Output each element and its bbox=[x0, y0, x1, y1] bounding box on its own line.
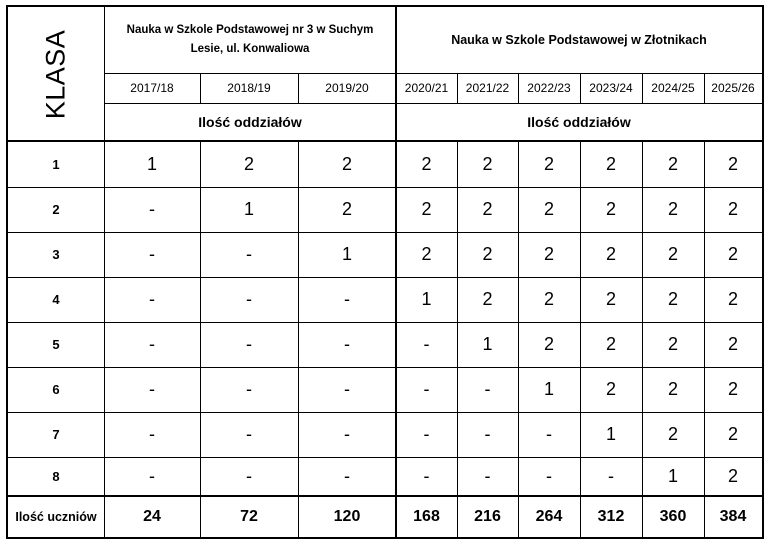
division-count: - bbox=[246, 424, 252, 444]
division-count: - bbox=[149, 244, 155, 264]
division-count: 1 bbox=[243, 199, 254, 219]
division-count: 2 bbox=[543, 244, 554, 264]
grid-line bbox=[104, 103, 762, 104]
division-count: - bbox=[344, 334, 350, 354]
division-count: 2 bbox=[727, 334, 738, 354]
grid-line bbox=[457, 73, 458, 103]
grid-line bbox=[704, 141, 705, 537]
school2-header: Nauka w Szkole Podstawowej w Złotnikach bbox=[451, 33, 707, 47]
division-count: - bbox=[149, 466, 155, 486]
year-header: 2024/25 bbox=[651, 81, 695, 95]
student-total: 216 bbox=[474, 507, 501, 525]
division-count: 2 bbox=[727, 289, 738, 309]
division-count: 2 bbox=[727, 244, 738, 264]
year-header: 2018/19 bbox=[227, 81, 271, 95]
division-count: - bbox=[246, 289, 252, 309]
division-count: 2 bbox=[421, 199, 432, 219]
division-count: 2 bbox=[243, 153, 254, 174]
klasa-header-text: KLASA bbox=[40, 29, 71, 119]
division-count: 2 bbox=[421, 244, 432, 264]
division-count: 2 bbox=[667, 199, 678, 219]
year-header: 2020/21 bbox=[404, 81, 449, 95]
grid-line bbox=[8, 412, 762, 413]
division-count: 2 bbox=[667, 334, 678, 354]
division-count: - bbox=[423, 334, 430, 354]
division-count: 2 bbox=[605, 379, 616, 399]
grid-line bbox=[104, 7, 105, 537]
division-count: 2 bbox=[727, 466, 738, 486]
grid-line bbox=[704, 73, 705, 103]
division-count: - bbox=[546, 424, 552, 444]
grid-line bbox=[298, 73, 299, 103]
grid-line bbox=[642, 141, 643, 537]
year-header: 2019/20 bbox=[325, 81, 369, 95]
division-count: - bbox=[149, 199, 155, 219]
student-total: 384 bbox=[719, 507, 747, 525]
grid-line bbox=[518, 141, 519, 537]
grid-line bbox=[580, 141, 581, 537]
student-total: 120 bbox=[333, 507, 361, 525]
division-count: 2 bbox=[605, 289, 616, 309]
division-count: - bbox=[484, 379, 491, 399]
grid-line bbox=[8, 140, 762, 142]
grid-line bbox=[8, 277, 762, 278]
row-label: 5 bbox=[52, 337, 60, 352]
grid-line bbox=[200, 141, 201, 537]
division-count: - bbox=[246, 466, 252, 486]
division-count: 2 bbox=[667, 289, 678, 309]
grid-line bbox=[457, 141, 458, 537]
student-total: 312 bbox=[597, 507, 625, 525]
division-count: - bbox=[344, 289, 350, 309]
division-count: 2 bbox=[727, 424, 738, 444]
row-label: 4 bbox=[52, 292, 60, 307]
division-count: 1 bbox=[543, 379, 554, 399]
division-count: - bbox=[423, 466, 430, 486]
totals-label: Ilość uczniów bbox=[15, 509, 97, 524]
division-count: - bbox=[149, 289, 155, 309]
sub-header-school2: Ilość oddziałów bbox=[527, 114, 631, 130]
division-count: 2 bbox=[605, 153, 616, 174]
division-count: 2 bbox=[341, 153, 352, 174]
grid-line bbox=[642, 73, 643, 103]
student-total: 264 bbox=[535, 507, 563, 525]
division-count: - bbox=[246, 379, 252, 399]
division-count: - bbox=[246, 334, 252, 354]
division-count: 2 bbox=[482, 153, 493, 174]
year-header: 2017/18 bbox=[130, 81, 174, 95]
grid-line bbox=[200, 73, 201, 103]
row-label: 8 bbox=[52, 469, 60, 484]
division-count: - bbox=[149, 379, 155, 399]
grid-line bbox=[8, 232, 762, 233]
division-count: 2 bbox=[727, 379, 738, 399]
year-header: 2021/22 bbox=[465, 81, 510, 95]
division-count: 2 bbox=[667, 424, 678, 444]
grid-line bbox=[8, 187, 762, 188]
student-total: 72 bbox=[240, 507, 258, 525]
student-total: 168 bbox=[413, 507, 440, 525]
division-count: 2 bbox=[421, 153, 432, 174]
row-label: 7 bbox=[52, 427, 60, 442]
division-count: 1 bbox=[605, 424, 616, 444]
grid-line bbox=[298, 141, 299, 537]
row-label: 3 bbox=[52, 247, 60, 262]
grid-line bbox=[518, 73, 519, 103]
division-count: 1 bbox=[421, 289, 432, 309]
division-count: 1 bbox=[482, 334, 493, 354]
grid-line bbox=[8, 367, 762, 368]
klasa-header bbox=[8, 7, 104, 141]
division-count: 2 bbox=[605, 334, 616, 354]
row-label: 6 bbox=[52, 382, 60, 397]
division-count: 2 bbox=[727, 199, 738, 219]
division-count: 2 bbox=[667, 379, 678, 399]
division-count: - bbox=[423, 379, 430, 399]
division-count: 2 bbox=[543, 153, 554, 174]
division-count: 1 bbox=[341, 244, 352, 264]
division-count: 2 bbox=[341, 199, 352, 219]
grid-line bbox=[395, 7, 397, 537]
school1-header: Nauka w Szkole Podstawowej nr 3 w Suchym Lesie, ul. Konwaliowa bbox=[126, 24, 374, 55]
grid-line bbox=[580, 73, 581, 103]
division-count: - bbox=[484, 424, 491, 444]
grid-line bbox=[8, 495, 762, 497]
division-count: - bbox=[608, 466, 614, 486]
division-count: 1 bbox=[146, 153, 157, 174]
division-count: 1 bbox=[667, 466, 678, 486]
year-header: 2022/23 bbox=[527, 81, 571, 95]
division-count: - bbox=[149, 334, 155, 354]
division-count: - bbox=[484, 466, 491, 486]
division-count: - bbox=[344, 466, 350, 486]
division-count: 2 bbox=[667, 244, 678, 264]
division-count: - bbox=[149, 424, 155, 444]
division-count: 2 bbox=[543, 289, 554, 309]
division-count: - bbox=[246, 244, 252, 264]
student-total: 360 bbox=[659, 507, 687, 525]
division-count: - bbox=[344, 379, 350, 399]
year-header: 2025/26 bbox=[711, 81, 755, 95]
division-count: 2 bbox=[605, 199, 616, 219]
grid-line bbox=[104, 73, 762, 74]
division-count: 2 bbox=[543, 199, 554, 219]
year-header: 2023/24 bbox=[589, 81, 633, 95]
division-count: - bbox=[546, 466, 552, 486]
row-label: 2 bbox=[52, 202, 60, 217]
grid-line bbox=[8, 322, 762, 323]
division-count: 2 bbox=[482, 199, 493, 219]
row-label: 1 bbox=[52, 156, 60, 172]
sub-header-school1: Ilość oddziałów bbox=[198, 114, 302, 130]
division-count: 2 bbox=[727, 153, 738, 174]
division-count: 2 bbox=[482, 244, 493, 264]
division-count: 2 bbox=[543, 334, 554, 354]
division-count: - bbox=[423, 424, 430, 444]
grid-line bbox=[8, 457, 762, 458]
division-count: - bbox=[344, 424, 350, 444]
division-count: 2 bbox=[482, 289, 493, 309]
student-total: 24 bbox=[143, 507, 161, 525]
class-table bbox=[6, 5, 764, 539]
division-count: 2 bbox=[667, 153, 678, 174]
division-count: 2 bbox=[605, 244, 616, 264]
